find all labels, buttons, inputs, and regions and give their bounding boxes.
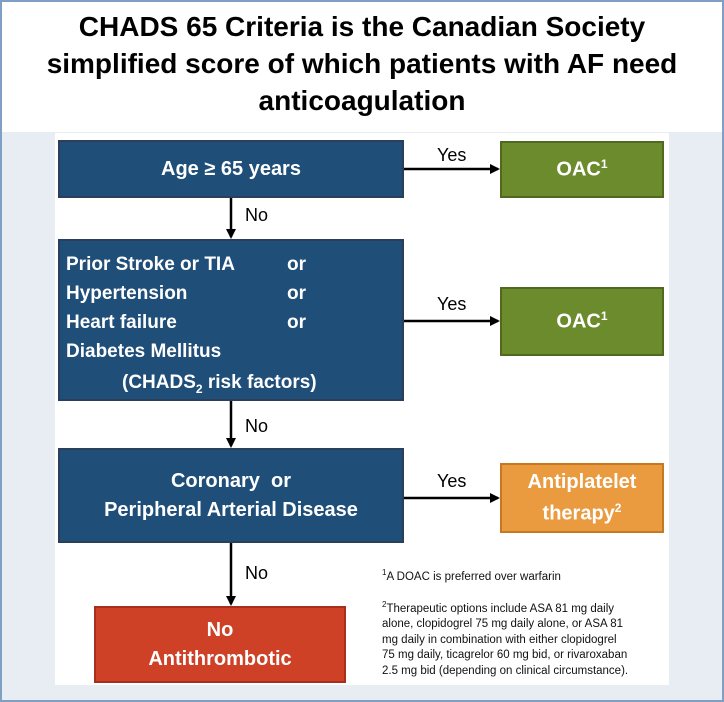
risk-item-stroke: Prior Stroke or TIA: [66, 254, 235, 275]
title-line-1: CHADS 65 Criteria is the Canadian Society: [78, 11, 646, 42]
coronary-line-2: Peripheral Arterial Disease: [104, 498, 358, 521]
risk-item-hypertension: Hypertension: [66, 283, 188, 304]
chads-risk-factors-label: ($CHADS_2$ risk factors): [122, 372, 317, 396]
coronary-box: [58, 448, 404, 543]
yes-label-3: Yes: [437, 471, 467, 491]
risk-factors-box: [58, 239, 404, 401]
title-line-3: anticoagulation: [258, 85, 466, 116]
oac-label-mid: OAC$^1$: [556, 309, 608, 333]
footnote-2: [382, 597, 666, 679]
title-line-2: simplified score of which patients with AF need: [46, 48, 678, 79]
no-line-2: Antithrombotic: [148, 647, 292, 670]
age-label: Age ≥ 65 years: [161, 157, 301, 180]
no-label-2: No: [245, 416, 269, 436]
footnote-2-line-1: $^2$Therapeutic options include ASA 81 mg daily: [382, 600, 615, 615]
antiplatelet-line-1: Antiplatelet: [527, 471, 637, 494]
risk-or-1: or: [287, 254, 306, 275]
yes-label-1: Yes: [437, 145, 467, 165]
coronary-line-1: Coronary or: [170, 469, 292, 492]
footnote-2-line-2: alone, clopidogrel 75 mg daily alone, or ASA 81: [382, 618, 624, 631]
no-label-1: No: [245, 205, 269, 225]
no-antithrombotic-box: [94, 606, 346, 683]
no-line-1: No: [206, 618, 234, 641]
footnote-2-line-4: 75 mg daily, ticagrelor 60 mg bid, or rivaroxaban: [382, 649, 628, 662]
oac-box-mid: [500, 287, 664, 356]
antiplatelet-line-2: therapy$^2$: [542, 501, 622, 525]
risk-item-diabetes: Diabetes Mellitus: [66, 341, 222, 362]
oac-box-top: [500, 141, 664, 198]
no-label-3: No: [245, 563, 269, 583]
footnote-2-line-5: 2.5 mg bid (depending on clinical circumstance).: [382, 664, 629, 677]
footnote-2-line-3: mg daily in combination with either clopidogrel: [382, 633, 617, 646]
footnote-1: $^1$A DOAC is preferred over warfarin: [382, 568, 561, 583]
risk-or-2: or: [287, 283, 306, 304]
risk-item-heart-failure: Heart failure: [66, 312, 177, 333]
yes-label-2: Yes: [437, 294, 467, 314]
risk-or-3: or: [287, 312, 306, 333]
antiplatelet-box: [500, 463, 664, 533]
oac-label-top: OAC$^1$: [556, 157, 608, 181]
age-box: [58, 140, 404, 198]
